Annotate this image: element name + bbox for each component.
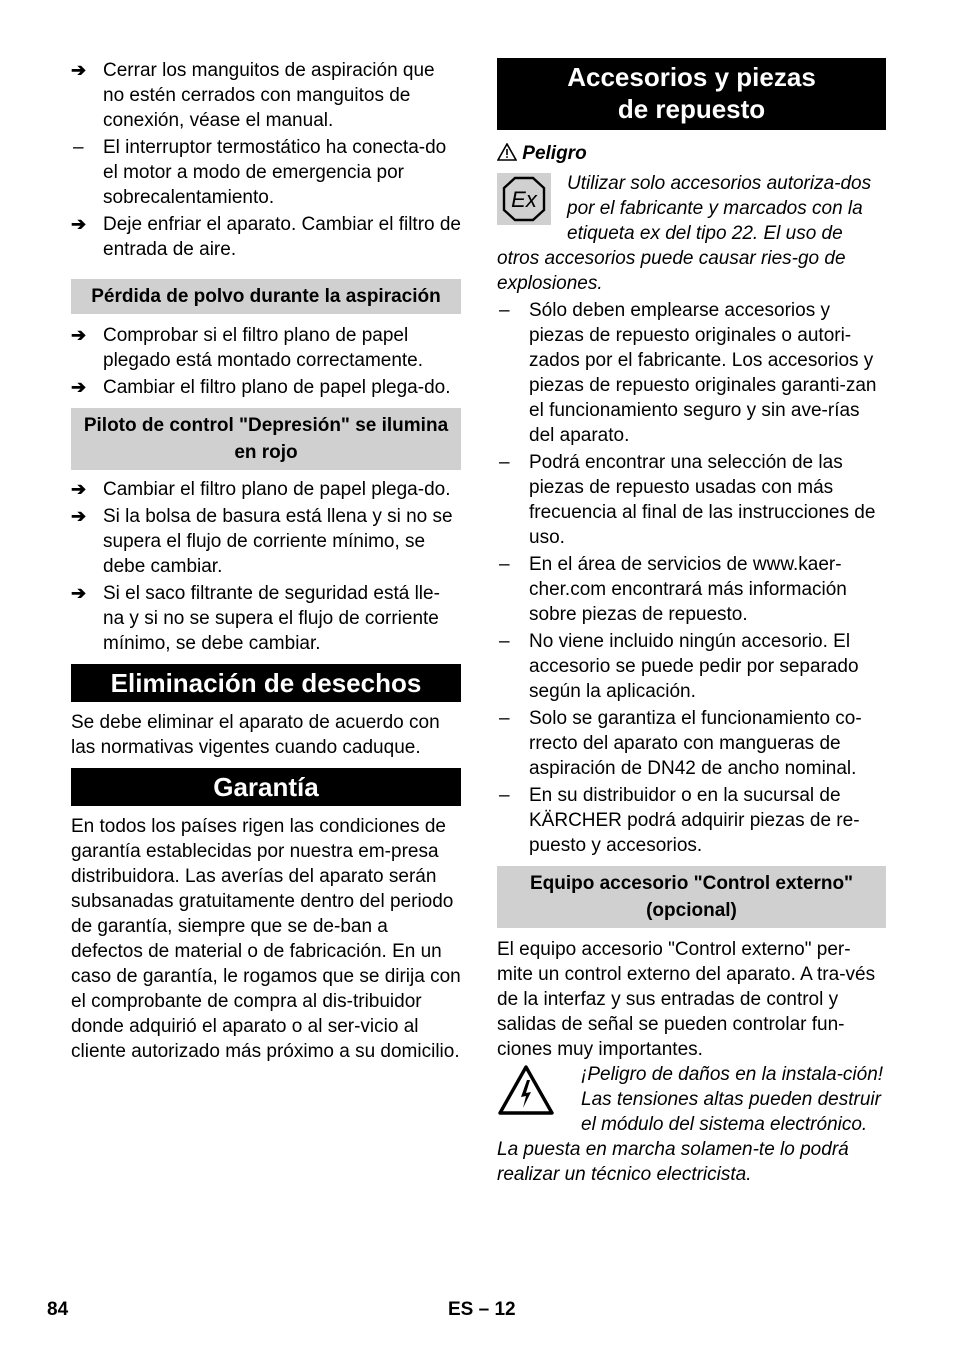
- list-item: [71, 375, 461, 400]
- high-voltage-warning-text: ¡Peligro de daños en la instala-ción! Las tensiones altas pueden destruir el módulo del sistema electrónico. La puesta en marcha solamen-te lo podrá realizar un técnico electricista.: [497, 1064, 884, 1185]
- arrow-right-icon: ➔: [71, 506, 87, 526]
- heading-accessories: [497, 58, 886, 130]
- section-heading-external-control: Equipo accesorio "Control externo" (opcional): [497, 866, 886, 928]
- dash-bullet: –: [499, 300, 510, 321]
- list-item: [71, 58, 461, 133]
- danger-label-row: [497, 141, 886, 166]
- list-item-text: Si la bolsa de basura está llena y si no se supera el flujo de corriente mínimo, se debe cambiar.: [103, 506, 453, 577]
- dash-bullet: –: [499, 785, 510, 806]
- svg-text:Ex: Ex: [511, 187, 537, 212]
- heading-warranty: Garantía: [71, 768, 461, 806]
- external-control-text: El equipo accesorio "Control externo" per-mite un control externo del aparato. A tra-vés de la interfaz y sus entradas de control y salidas de señal se pueden controlar fun-ciones muy importantes.: [497, 939, 876, 1060]
- disposal-text: Se debe eliminar el aparato de acuerdo con las normativas vigentes cuando caduque.: [71, 712, 440, 758]
- arrow-right-icon: ➔: [71, 479, 87, 499]
- list-item-text: No viene incluido ningún accesorio. El accesorio se puede pedir por separado según la aplicación.: [529, 631, 859, 702]
- list-item: [71, 212, 461, 262]
- arrow-right-icon: ➔: [71, 377, 87, 397]
- list-item: [497, 706, 886, 781]
- items-top-list: [71, 58, 461, 262]
- arrow-right-icon: ➔: [71, 325, 87, 345]
- left-column: [71, 58, 461, 1064]
- section2-list: [71, 477, 461, 656]
- ex-warning-block: [497, 171, 886, 296]
- list-item: [71, 323, 461, 373]
- right-column: [497, 58, 886, 1187]
- dash-bullet: –: [73, 137, 84, 158]
- section1-list: [71, 323, 461, 400]
- list-item-text: Deje enfriar el aparato. Cambiar el filtro de entrada de aire.: [103, 214, 462, 260]
- dash-bullet: –: [499, 708, 510, 729]
- list-item-text: En su distribuidor o en la sucursal de KÄRCHER podrá adquirir piezas de re-puesto y accesorios.: [529, 785, 860, 856]
- warning-triangle-icon: [497, 143, 522, 164]
- list-item: [497, 450, 886, 550]
- heading-disposal: Eliminación de desechos: [71, 664, 461, 702]
- list-item-text: Solo se garantiza el funcionamiento co-rrecto del aparato con mangueras de aspiración de DN42 de ancho nominal.: [529, 708, 862, 779]
- arrow-right-icon: ➔: [71, 583, 87, 603]
- heading-accessories-line2: de repuesto: [617, 94, 766, 124]
- warranty-text: En todos los países rigen las condiciones de garantía establecidas por nuestra em-presa distribuidora. Las averías del aparato serán subsanadas gratuitamente dentro del periodo de garantía, siempre que se de-ban a defectos de material o de fabricación. En un caso de garantía, le rogamos que se dirija con el comprobante de compra al dis-tribuidor donde adquirió el aparato o al ser-vicio al cliente autorizado más próximo a su domicilio.: [71, 816, 461, 1062]
- ex-atex-icon: [497, 173, 551, 232]
- list-item: [71, 477, 461, 502]
- list-item-text: Cambiar el filtro plano de papel plega-do.: [103, 377, 451, 398]
- list-item-text: Si el saco filtrante de seguridad está lle-na y si no se supera el flujo de corriente mínimo, se debe cambiar.: [103, 583, 440, 654]
- ex-warning-text: Utilizar solo accesorios autoriza-dos por el fabricante y marcados con la etiqueta ex del tipo 22. El uso de otros accesorios puede causar ries-go de explosiones.: [497, 173, 872, 294]
- arrow-right-icon: ➔: [71, 214, 87, 234]
- dash-bullet: –: [499, 452, 510, 473]
- list-item-text: Sólo deben emplearse accesorios y piezas de repuesto originales o autori-zados por el fabricante. Los accesorios y piezas de repuesto originales garanti-zan el funcionamiento seguro y sin ave-rías del aparato.: [529, 300, 877, 446]
- list-item: [497, 298, 886, 448]
- page-number: 84: [47, 1299, 69, 1320]
- dash-bullet: –: [499, 631, 510, 652]
- list-item: [71, 581, 461, 656]
- heading-accessories-line1: Accesorios y piezas: [567, 62, 816, 92]
- list-item: [497, 783, 886, 858]
- list-item-text: En el área de servicios de www.kaer-cher.com encontrará más información sobre piezas de repuesto.: [529, 554, 847, 625]
- section-heading-vacuum-light: Piloto de control "Depresión" se ilumina en rojo: [71, 408, 461, 470]
- list-item: [71, 135, 461, 210]
- danger-label: Peligro: [522, 143, 587, 164]
- high-voltage-icon: [497, 1064, 555, 1123]
- list-item-text: Cerrar los manguitos de aspiración que no estén cerrados con manguitos de conexión, véase el manual.: [103, 60, 435, 131]
- dash-bullet: –: [499, 554, 510, 575]
- section-reference: ES – 12: [448, 1299, 516, 1320]
- accessories-list: [497, 298, 886, 858]
- list-item-text: Comprobar si el filtro plano de papel plegado está montado correctamente.: [103, 325, 424, 371]
- list-item-text: Podrá encontrar una selección de las piezas de repuesto usadas con más frecuencia al final de las instrucciones de uso.: [529, 452, 876, 548]
- list-item-text: Cambiar el filtro plano de papel plega-do.: [103, 479, 451, 500]
- list-item: [497, 629, 886, 704]
- list-item: [497, 552, 886, 627]
- section-heading-dust-loss: Pérdida de polvo durante la aspiración: [71, 279, 461, 314]
- high-voltage-warning-block: [497, 1062, 886, 1187]
- list-item: [71, 504, 461, 579]
- arrow-right-icon: ➔: [71, 60, 87, 80]
- list-item-text: El interruptor termostático ha conecta-do el motor a modo de emergencia por sobrecalentamiento.: [103, 137, 447, 208]
